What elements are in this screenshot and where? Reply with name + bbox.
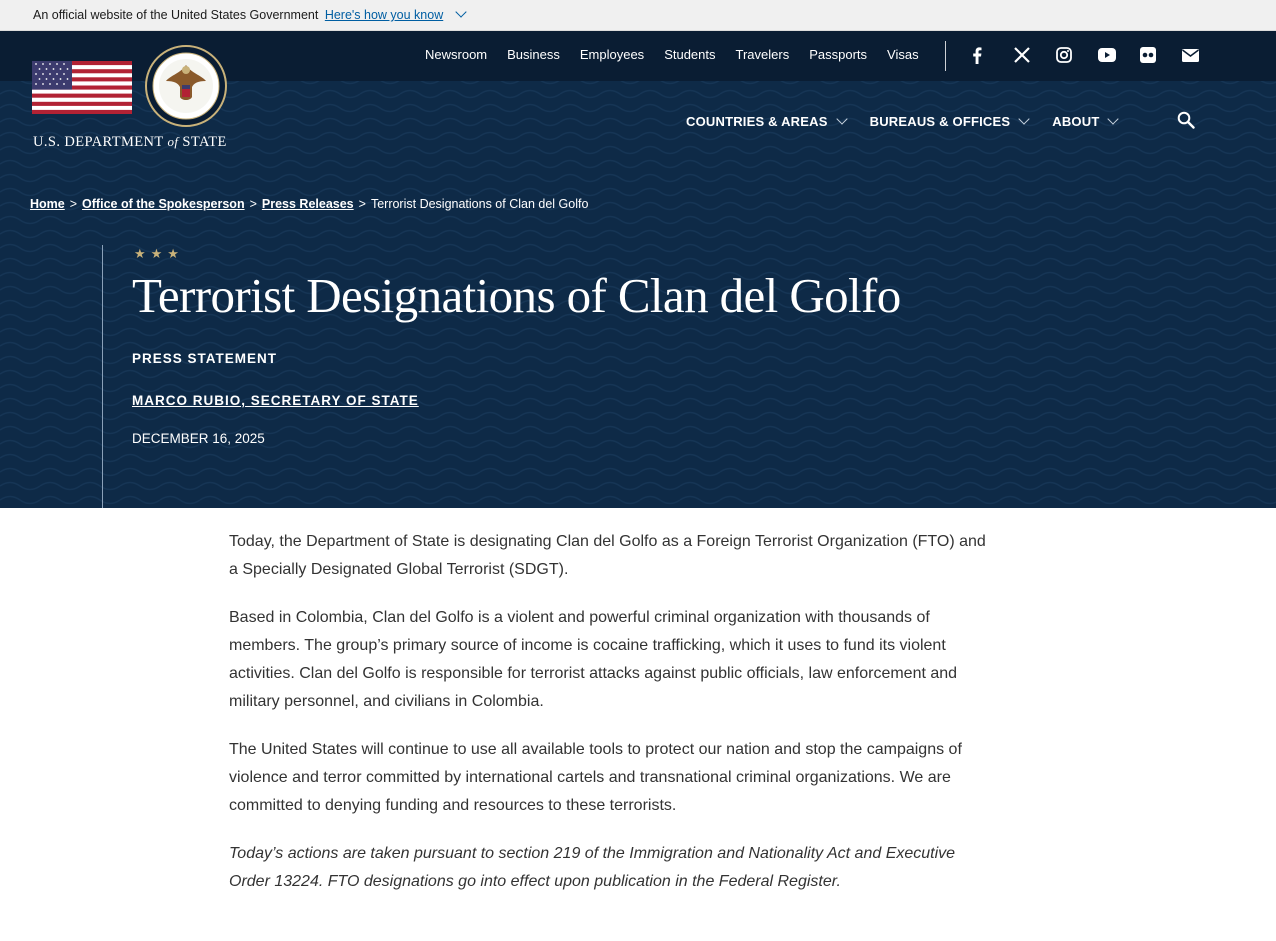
breadcrumb xyxy=(30,197,588,211)
department-name[interactable] xyxy=(33,134,227,151)
article-type: PRESS STATEMENT xyxy=(132,351,278,366)
header-accent-line xyxy=(102,245,103,508)
flickr-icon[interactable] xyxy=(1136,45,1178,65)
email-icon[interactable] xyxy=(1178,45,1220,65)
social-links xyxy=(968,45,1220,65)
state-department-seal-icon[interactable] xyxy=(145,45,227,127)
stars-decoration: ★★★ xyxy=(134,246,184,261)
article-body xyxy=(229,528,989,916)
chevron-down-icon[interactable] xyxy=(455,6,466,17)
nav-link-visas[interactable]: Visas xyxy=(887,47,919,62)
main-nav-label: COUNTRIES & AREAS xyxy=(686,114,828,129)
nav-link-employees[interactable]: Employees xyxy=(579,47,645,62)
page-title: Terrorist Designations of Clan del Golfo xyxy=(132,268,901,323)
breadcrumb-press-releases[interactable]: Press Releases xyxy=(261,197,354,211)
youtube-icon[interactable] xyxy=(1094,45,1136,65)
utility-nav xyxy=(425,47,939,62)
department-name-suffix: STATE xyxy=(182,134,227,150)
facebook-icon[interactable] xyxy=(968,45,1010,65)
article-paragraph: Today, the Department of State is designating Clan del Golfo as a Foreign Terrorist Organization (FTO) and a Specially Designated Global Terrorist (SDGT). xyxy=(229,533,986,578)
heres-how-you-know-link[interactable]: Here's how you know xyxy=(324,8,444,22)
nav-link-students[interactable]: Students xyxy=(664,47,716,62)
department-name-of: of xyxy=(167,134,179,149)
main-nav-bureaus-offices[interactable] xyxy=(870,114,1029,129)
article-paragraph: Based in Colombia, Clan del Golfo is a violent and powerful criminal organization with thousands of members. The group’s primary source of income is cocaine trafficking, which it uses to fund its violent activities. Clan del Golfo is responsible for terrorist attacks against public officials, law enforcement and military personnel, and civilians in Colombia. xyxy=(229,609,958,710)
breadcrumb-spokesperson[interactable]: Office of the Spokesperson xyxy=(82,197,245,211)
main-nav-label: ABOUT xyxy=(1052,114,1100,129)
site-header xyxy=(0,31,1276,508)
chevron-down-icon xyxy=(1019,113,1030,124)
department-name-prefix: U.S. DEPARTMENT xyxy=(33,134,164,150)
search-icon[interactable] xyxy=(1177,111,1195,129)
gov-banner xyxy=(0,0,1276,31)
nav-link-newsroom[interactable]: Newsroom xyxy=(425,47,488,62)
article-author-link[interactable]: MARCO RUBIO, SECRETARY OF STATE xyxy=(132,393,419,408)
gov-banner-label: An official website of the United States Government xyxy=(33,8,319,22)
main-nav xyxy=(686,114,1141,129)
main-nav-about[interactable] xyxy=(1052,114,1117,129)
article-note: Today’s actions are taken pursuant to section 219 of the Immigration and Nationality Act and Executive Order 13224. FTO designations go into effect upon publication in the Federal Register. xyxy=(229,845,956,890)
article-paragraph: The United States will continue to use all available tools to protect our nation and stop the campaigns of violence and terror committed by international cartels and transnational criminal organizations. We are committed to denying funding and resources to these terrorists. xyxy=(229,741,962,814)
article-date: DECEMBER 16, 2025 xyxy=(132,431,265,446)
us-flag-icon[interactable] xyxy=(32,61,132,114)
breadcrumb-home[interactable]: Home xyxy=(30,197,65,211)
breadcrumb-separator: > xyxy=(249,197,257,211)
nav-divider xyxy=(945,41,946,71)
breadcrumb-current: Terrorist Designations of Clan del Golfo xyxy=(370,197,589,211)
nav-link-travelers[interactable]: Travelers xyxy=(735,47,790,62)
main-nav-countries-areas[interactable] xyxy=(686,114,846,129)
main-nav-label: BUREAUS & OFFICES xyxy=(869,114,1011,129)
chevron-down-icon xyxy=(836,113,847,124)
breadcrumb-separator: > xyxy=(358,197,366,211)
gov-banner-text xyxy=(33,8,465,22)
instagram-icon[interactable] xyxy=(1052,45,1094,65)
chevron-down-icon xyxy=(1108,113,1119,124)
nav-link-passports[interactable]: Passports xyxy=(809,47,868,62)
nav-link-business[interactable]: Business xyxy=(507,47,560,62)
breadcrumb-separator: > xyxy=(69,197,78,211)
x-icon[interactable] xyxy=(1010,45,1052,65)
